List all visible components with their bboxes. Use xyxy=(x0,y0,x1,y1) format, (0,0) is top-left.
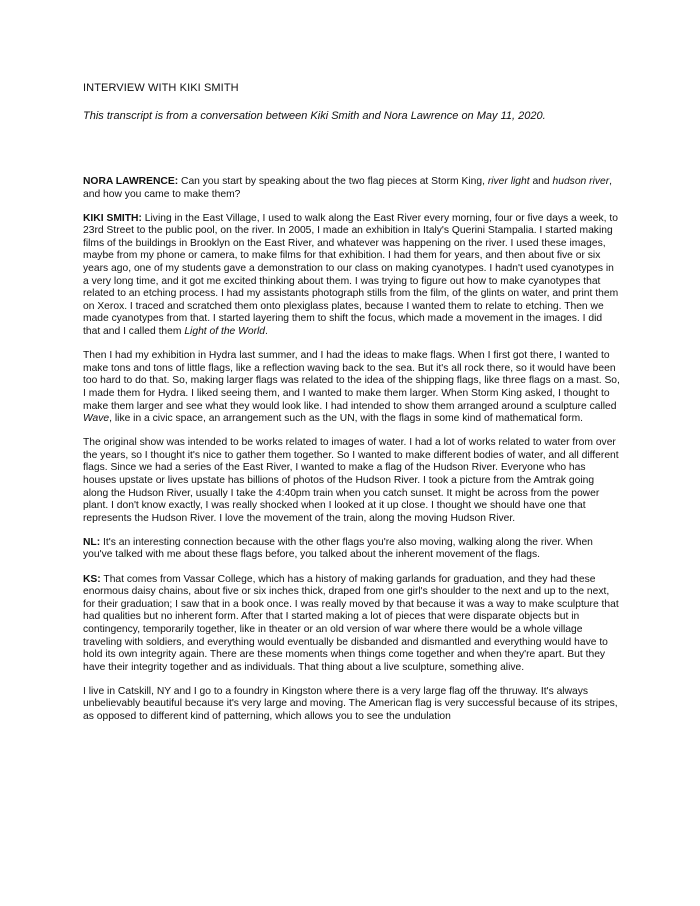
paragraph-text: . xyxy=(265,326,268,338)
paragraph-text: , and how you came to make them? xyxy=(83,176,613,200)
work-title: river light xyxy=(487,176,530,187)
document-title: INTERVIEW WITH KIKI SMITH xyxy=(83,82,239,94)
paragraph-text: , like in a civic space, an arrangement such as the UN, with the flags in some kind of mathematical form. xyxy=(109,413,584,425)
paragraph-answer-4 xyxy=(83,574,621,675)
speaker-label: NORA LAWRENCE: xyxy=(83,176,179,187)
paragraph-question-1 xyxy=(83,176,621,201)
paragraph-text: Can you start by speaking about the two flag pieces at Storm King, xyxy=(178,176,488,187)
transcript-body xyxy=(83,176,621,735)
work-title: Wave xyxy=(83,413,110,425)
speaker-label: NL: xyxy=(83,536,101,548)
paragraph-text: It's an interesting connection because with the other flags you're also moving, walking along the river. When you've talked with me about these flags before, you talked about the inherent movement of the flags. xyxy=(83,536,593,561)
work-title: Light of the World xyxy=(184,326,266,338)
paragraph-text: and xyxy=(529,176,553,187)
paragraph-text: The original show was intended to be works related to images of water. I had a lot of works related to water from over the years, so I thought it's nice to gather them together. So I wanted to make different bodies of water, and all different flags. Since we had a series of the East River, I wanted to make a flag of the Hudson River. Everyone who has houses upstate or lives upstate has billions of photos of the Hudson River. I took a picture from the Amtrak going along the Hudson River, usually I take the 4:40pm train when you catch sunset. It might be across from the power plant. I don't know exactly, I was really shocked when I looked at it up close. I thought we should have one that represents the Hudson River. I love the movement of the train, along the moving Hudson River. xyxy=(83,437,619,524)
paragraph-text: Then I had my exhibition in Hydra last summer, and I had the ideas to make flags. When I first got there, I wanted to make tons and tons of little flags, like a reflection waving back to the sea. But it's all rock there, so it would have been too hard to do that. So, making larger flags was related to the idea of the shipping flags, like three flags on a mast. So, I made them for Hydra. I liked seeing them, and I wanted to make them larger. When Storm King asked, I thought to make them larger and see what they would look like. I had intended to show them arranged around a sculpture called xyxy=(83,350,620,412)
paragraph-text: I live in Catskill, NY and I go to a foundry in Kingston where there is a very large flag off the thruway. It's always unbelievably beautiful because it's very large and moving. The American flag is very successful because of its stripes, as opposed to different kind of patterning, which allows you to see the undulation xyxy=(83,685,618,722)
paragraph-question-2 xyxy=(83,537,621,562)
speaker-label: KIKI SMITH: xyxy=(83,212,142,224)
paragraph-answer-5 xyxy=(83,686,621,724)
work-title: hudson river xyxy=(552,176,610,187)
speaker-label: KS: xyxy=(83,573,101,585)
paragraph-answer-1 xyxy=(83,213,621,339)
paragraph-answer-3 xyxy=(83,437,621,525)
paragraph-text: Living in the East Village, I used to walk along the East River every morning, four or five days a week, to 23rd Street to the public pool, on the river. In 2005, I made an exhibition in Italy's Querini Stampalia. I started making films of the buildings in Brooklyn on the East River, and whatever was happening on the river. I used these images, maybe from my phone or camera, to make films for that exhibition. I had them for years, and then about five or six years ago, one of my students gave a demonstration to our class on making cyanotypes. I hadn't used cyanotypes in a very long time, and it got me excited thinking about them. I was trying to figure out how to make cyanotypes that related to an etching process. I had my assistants photograph stills from the film, of the glints on water, and print them on Xerox. I traced and scratched them onto plexiglass plates, because I wanted them to relate to etching. Then we made cyanotypes from that. I started layering them to shift the focus, which made a movement in the images. I did that and I called them xyxy=(83,212,619,338)
paragraph-answer-2 xyxy=(83,350,621,426)
document-subtitle: This transcript is from a conversation between Kiki Smith and Nora Lawrence on May 11, 2020. xyxy=(83,110,546,122)
paragraph-text: That comes from Vassar College, which has a history of making garlands for graduation, and they had these enormous daisy chains, about five or six inches thick, draped from one girl's shoulder to the next and up to the next, for their graduation; I saw that in a book once. I was really moved by that because it was a way to make sculpture that had qualities but no inherent form. After that I started making a lot of pieces that were disparate objects but in contingency, temporarily together, like in theater or an old version of war where there would be a whole village traveling with soldiers, and everything would eventually be disbanded and dismantled and everything would have to hold its own integrity again. There are these moments when things come together and when they're apart. But they have their integrity together and as individuals. That thing about a live sculpture, something alive. xyxy=(83,573,619,673)
